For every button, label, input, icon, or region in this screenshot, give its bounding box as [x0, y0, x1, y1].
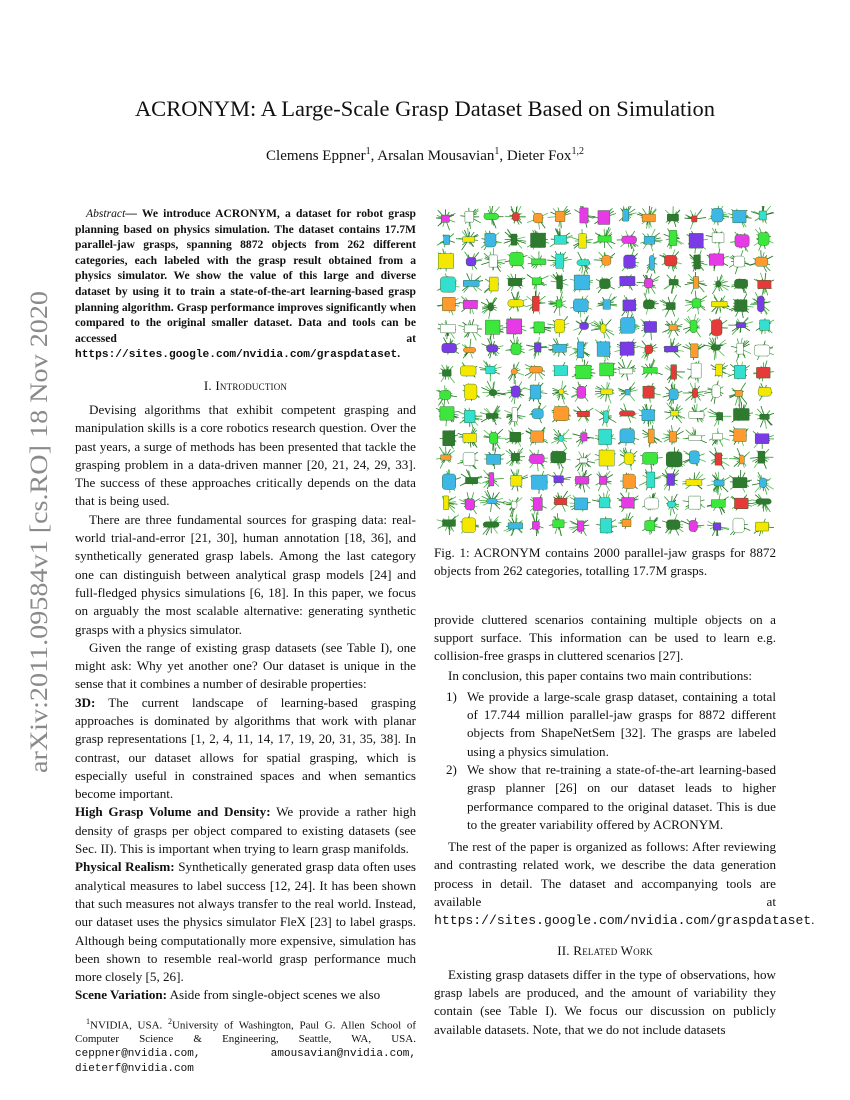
- grasp-object: [641, 359, 662, 379]
- grasp-object: [437, 515, 459, 535]
- grasp-object: [437, 297, 460, 315]
- grasp-object: [571, 382, 588, 402]
- footnote: $^1$NVIDIA, USA. $^2$University of Washington, Paul G. Allen School of Computer Science & Engineering, Seattle, WA, USA. ceppner@nvidia.com, amousavian@nvidia.com, dieterf@nvidia.com: [75, 1016, 417, 1075]
- grasp-object: [729, 294, 753, 318]
- section-heading-introduction: I. Introduction: [203, 377, 288, 393]
- grasp-object: [526, 337, 548, 359]
- grasp-object: [643, 293, 658, 315]
- grasp-object: [596, 517, 617, 534]
- grasp-object: [639, 404, 656, 427]
- grasp-object: [481, 248, 506, 272]
- grasp-object: [528, 450, 548, 472]
- figure-1-caption: Fig. 1: ACRONYM contains 2000 parallel-jaw grasps for 8872 objects from 262 categories, totalling 17.7M grasps.: [434, 545, 776, 579]
- grasp-object: [619, 447, 638, 470]
- grasp-object: [551, 429, 572, 449]
- grasp-object: [574, 470, 591, 492]
- grasp-object: [549, 513, 567, 536]
- grasp-object: [504, 514, 523, 536]
- grasp-object: [552, 362, 568, 376]
- property-item: 3D: The current landscape of learning-based grasping approaches is dominated by algorithms that work with planar grasp representations [1, 2, 4, 11, 14, 17, 19, 20, 31, 35, 38]. In contrast, our dataset allows for spatial grasping, which is especially useful in constrained spaces and when semantics become important.: [75, 694, 416, 802]
- grasp-object: [637, 274, 660, 295]
- grasp-object: [641, 319, 657, 339]
- grasp-object: [530, 494, 547, 515]
- grasp-object: [662, 425, 684, 444]
- grasp-object: [528, 251, 546, 268]
- grasp-object: [618, 274, 638, 290]
- abstract-text: We introduce ACRONYM, a dataset for robot grasp planning based on physics simulation. The dataset contains 17.7M parallel-jaw grasps, spanning 8872 objects from 262 different categories, each labeled with the grasp result obtained from a physics simulator. We show the value of this large and diverse dataset by using it to train a state-of-the-art learning-based grasp planning algorithm. Grasp performance improves significantly when compared to the original smaller dataset. Data and tools can be accessed at: [75, 207, 416, 345]
- figure-1-image: [436, 206, 774, 536]
- grasp-object: [573, 407, 593, 423]
- author-name: Dieter Fox: [506, 148, 572, 164]
- grasp-object: [506, 448, 525, 466]
- grasp-object: [662, 469, 679, 491]
- grasp-object: [749, 250, 773, 272]
- grasp-object: [508, 291, 527, 312]
- grasp-object: [483, 516, 502, 535]
- grasp-object: [731, 494, 753, 510]
- grasp-object: [660, 295, 677, 317]
- grasp-object: [619, 206, 637, 221]
- grasp-object: [460, 469, 482, 485]
- grasp-object: [437, 249, 454, 272]
- grasp-object: [481, 297, 497, 319]
- grasp-object: [482, 381, 506, 398]
- property-item: High Grasp Volume and Density: We provide a rather high density of grasps per object compared to existing datasets (see Sec. II). This is important when trying to learn grasp manifolds.: [75, 804, 416, 857]
- grasp-object: [527, 211, 548, 230]
- grasp-object: [526, 291, 545, 315]
- grasp-object: [530, 321, 551, 335]
- grasp-object: [687, 361, 701, 383]
- grasp-object: [436, 402, 459, 426]
- grasp-object: [437, 273, 459, 292]
- grasp-object: [481, 231, 502, 251]
- grasp-object: [754, 341, 774, 360]
- grasp-object: [527, 230, 549, 250]
- grasp-object: [597, 293, 618, 309]
- grasp-object: [622, 295, 637, 317]
- grasp-object: [547, 316, 569, 337]
- grasp-object: [574, 206, 595, 228]
- grasp-object: [664, 403, 685, 423]
- grasp-object: [689, 404, 707, 423]
- property-item: Scene Variation: Aside from single-object scenes we also: [75, 987, 381, 1003]
- section-heading-related-work: II. Related Work: [557, 942, 653, 958]
- grasp-object: [552, 405, 571, 422]
- grasp-object: [647, 253, 658, 273]
- grasp-object: [595, 429, 616, 449]
- grasp-object: [573, 316, 594, 335]
- grasp-object: [437, 234, 455, 248]
- author-affiliation: 1: [494, 146, 500, 157]
- grasp-object: [436, 385, 457, 405]
- grasp-object: [462, 339, 476, 359]
- grasp-object: [637, 206, 657, 229]
- grasp-object: [614, 359, 636, 380]
- grasp-object: [530, 513, 544, 536]
- grasp-object: [684, 209, 706, 229]
- grasp-object: [570, 295, 592, 317]
- grasp-object: [683, 496, 705, 510]
- grasp-object: [753, 361, 774, 382]
- grasp-object: [665, 206, 680, 227]
- grasp-object: [729, 250, 750, 274]
- grasp-object: [572, 360, 595, 379]
- grasp-object: [460, 362, 477, 377]
- footnote-emails: ceppner@nvidia.com, amousavian@nvidia.com, dieterf@nvidia.com: [75, 1047, 416, 1075]
- grasp-object: [504, 404, 525, 426]
- grasp-object: [665, 365, 685, 383]
- abstract: Abstract— We introduce ACRONYM, a dataset for robot grasp planning based on physics simulation. The dataset contains 17.7M parallel-jaw grasps, spanning 8872 objects from 262 different categories, each labeled with the grasp result obtained from a physics simulator. We show the value of this large and diverse dataset by using it to train a state-of-the-art learning-based grasp planning algorithm. Grasp performance improves significantly when compared to the original smaller dataset. Data and tools can be accessed at https://sites.google.com/nvidia.com/graspdataset.: [75, 207, 416, 362]
- grasp-object: [592, 491, 611, 509]
- grasp-object: [548, 206, 571, 229]
- body-paragraph: Existing grasp datasets differ in the type of observations, how grasp labels are produced, and the amount of variability they contain (see Table I). We focus our discussion on publicly available datasets. Note, that we do not include datasets: [434, 966, 776, 1037]
- grasp-object: [550, 228, 573, 246]
- grasp-object: [708, 409, 732, 426]
- grasp-object: [525, 365, 545, 382]
- grasp-object: [681, 518, 704, 532]
- grasp-object: [754, 228, 773, 251]
- grasp-object: [570, 495, 591, 511]
- grasp-object: [481, 336, 503, 358]
- grasp-object: [485, 320, 504, 339]
- grasp-object: [456, 228, 478, 250]
- grasp-object: [711, 294, 729, 314]
- grasp-object: [442, 496, 457, 513]
- grasp-object: [690, 250, 708, 271]
- arxiv-stamp: [10, 285, 60, 785]
- grasp-object: [662, 318, 682, 338]
- grasp-object: [642, 425, 662, 447]
- grasp-object: [683, 383, 708, 403]
- grasp-object: [458, 319, 481, 340]
- grasp-object: [505, 428, 524, 447]
- grasp-object: [548, 338, 572, 357]
- grasp-object: [530, 471, 548, 494]
- grasp-object: [617, 231, 639, 251]
- grasp-object: [591, 319, 614, 339]
- grasp-object: [547, 467, 571, 486]
- grasp-object: [617, 492, 638, 511]
- grasp-object: [458, 452, 479, 469]
- grasp-object: [659, 249, 681, 271]
- grasp-object: [707, 249, 729, 271]
- grasp-object: [459, 492, 480, 514]
- grasp-object: [618, 315, 639, 335]
- grasp-object: [664, 338, 684, 357]
- author-list: Clemens Eppner$^1$, Arsalan Mousavian$^1$, Dieter Fox$^{1,2}$: [266, 146, 584, 164]
- grasp-object: [704, 381, 723, 404]
- grasp-object: [442, 337, 460, 354]
- grasp-object: [754, 519, 774, 536]
- grasp-object: [758, 383, 772, 400]
- paper-title: ACRONYM: A Large-Scale Grasp Dataset Based on Simulation: [134, 96, 716, 121]
- grasp-object: [707, 521, 729, 536]
- grasp-object: [550, 449, 570, 469]
- grasp-object: [709, 317, 727, 341]
- grasp-object: [552, 381, 568, 404]
- grasp-object: [595, 340, 611, 361]
- grasp-object: [683, 427, 707, 443]
- author-name: Clemens Eppner: [266, 148, 366, 164]
- grasp-object: [436, 209, 455, 230]
- author-affiliation: 1,2: [571, 146, 584, 157]
- grasp-object: [438, 320, 456, 339]
- grasp-object: [685, 272, 707, 294]
- grasp-object: [751, 206, 774, 224]
- grasp-object: [484, 277, 499, 294]
- grasp-object: [502, 317, 527, 338]
- grasp-object: [596, 277, 615, 293]
- grasp-object: [755, 406, 774, 429]
- grasp-object: [569, 518, 589, 535]
- grasp-object: [712, 275, 729, 294]
- grasp-object: [529, 403, 546, 423]
- grasp-object: [751, 494, 771, 512]
- grasp-object: [592, 208, 616, 224]
- grasp-object: [682, 472, 705, 489]
- grasp-object: [436, 446, 455, 468]
- grasp-object: [640, 229, 662, 251]
- grasp-object: [637, 341, 657, 361]
- grasp-object: [664, 229, 684, 250]
- grasp-object: [728, 209, 751, 228]
- grasp-objects-collage: [436, 206, 774, 536]
- grasp-object: [547, 251, 571, 272]
- grasp-object: [728, 360, 750, 380]
- grasp-object: [664, 275, 681, 294]
- grasp-object: [731, 278, 748, 293]
- grasp-object: [620, 473, 638, 493]
- grasp-object: [639, 468, 662, 490]
- author-affiliation: 1: [365, 146, 371, 157]
- grasp-object: [570, 270, 593, 292]
- grasp-object: [480, 405, 501, 425]
- property-label: High Grasp Volume and Density:: [75, 804, 271, 820]
- grasp-object: [622, 250, 639, 272]
- grasp-object: [682, 451, 705, 466]
- grasp-object: [595, 405, 616, 427]
- grasp-object: [483, 429, 505, 451]
- property-label: Physical Realism:: [75, 859, 175, 875]
- grasp-object: [730, 518, 750, 535]
- grasp-object: [510, 469, 528, 491]
- grasp-object: [728, 317, 753, 335]
- arxiv-id: arXiv:2011.09584v1 [cs.RO] 18 Nov 2020: [24, 336, 53, 773]
- property-label: 3D:: [75, 694, 96, 710]
- grasp-object: [479, 361, 501, 382]
- grasp-object: [729, 427, 748, 447]
- grasp-object: [729, 448, 749, 468]
- grasp-object: [707, 472, 730, 495]
- grasp-object: [754, 273, 774, 297]
- property-item: Physical Realism: Synthetically generated grasp data often uses analytical measures to label success [12, 24]. It has been shown that such measures not always transfer to the real world. Instead, our dataset uses the physics simulator FleX [23] to label grasps. Although being computationally more expensive, simulation has been shown to resemble real-world grasp performance much more closely [5, 26].: [75, 859, 416, 985]
- grasp-object: [666, 447, 685, 469]
- contribution-list: [434, 688, 776, 834]
- grasp-object: [595, 382, 614, 404]
- grasp-object: [642, 517, 661, 535]
- grasp-object: [505, 337, 524, 356]
- grasp-object: [618, 382, 638, 401]
- grasp-object: [458, 427, 477, 447]
- grasp-object: [465, 252, 483, 270]
- grasp-object: [526, 427, 548, 446]
- right-column: [434, 206, 815, 1039]
- grasp-object: [575, 451, 595, 471]
- grasp-object: [683, 342, 706, 359]
- grasp-object: [460, 208, 480, 229]
- grasp-object: [479, 490, 504, 512]
- grasp-object: [729, 383, 747, 407]
- grasp-object: [508, 362, 524, 384]
- grasp-object: [753, 431, 774, 449]
- grasp-object: [618, 427, 639, 446]
- grasp-object: [642, 493, 659, 511]
- dataset-url: https://sites.google.com/nvidia.com/graspdataset: [434, 913, 812, 929]
- grasp-object: [504, 229, 527, 249]
- grasp-object: [750, 292, 770, 315]
- grasp-object: [551, 491, 571, 512]
- grasp-object: [505, 206, 526, 225]
- grasp-object: [683, 314, 701, 337]
- grasp-object: [596, 471, 613, 491]
- grasp-object: [484, 448, 504, 469]
- grasp-object: [594, 252, 615, 268]
- grasp-object: [706, 228, 724, 250]
- grasp-object: [459, 296, 478, 314]
- grasp-object: [503, 497, 522, 517]
- grasp-object: [484, 206, 504, 228]
- grasp-object: [439, 365, 455, 383]
- contribution-item: 1) We provide a large-scale grasp dataset, containing a total of 17.744 million parallel-jaw grasps for 8872 different objects from ShapeNetSem [32]. The grasps are labeled using a physics simulation.: [446, 688, 776, 759]
- grasp-object: [663, 382, 683, 406]
- grasp-object: [462, 273, 483, 292]
- intro-paragraph: There are three fundamental sources for grasping data: real-world trial-and-error [21, 30], human annotation [18, 36], and synthetically generated grasp labels. Among the last category one can distinguish between analytical grasp models [24] and full-fledged physics simulations [6, 18]. In this paper, we focus on arguably the most scalable alternative: generating synthetic grasps with a physics simulator.: [75, 511, 416, 637]
- grasp-object: [505, 251, 528, 270]
- grasp-object: [442, 469, 460, 493]
- contribution-item: 2) We show that re-training a state-of-the-art learning-based grasp planner [26] on our dataset leads to higher performance compared to the original dataset. This is due to the greater variability offered by ACRONYM.: [446, 761, 776, 832]
- grasp-object: [685, 291, 707, 315]
- grasp-object: [708, 206, 729, 225]
- intro-paragraph: Given the range of existing grasp datasets (see Table I), one might ask: Why yet another one? Our dataset is unique in the sense that it combines a number of desirable properties:: [75, 639, 416, 692]
- grasp-object: [640, 452, 663, 469]
- grasp-object: [463, 383, 480, 401]
- grasp-object: [619, 403, 638, 422]
- grasp-object: [687, 231, 708, 253]
- left-column: [75, 206, 416, 1077]
- grasp-object: [507, 274, 526, 291]
- grasp-object: [482, 470, 504, 489]
- grasp-object: [709, 428, 730, 446]
- grasp-object: [707, 493, 729, 514]
- grasp-object: [703, 338, 726, 360]
- grasp-object: [662, 514, 683, 536]
- body-paragraph: The rest of the paper is organized as follows: After reviewing and contrasting related work, we describe the data generation process in detail. The dataset and accompanying tools are available at https://sites.google.com/nvidia.com/graspdataset.: [434, 839, 815, 929]
- grasp-object: [595, 449, 616, 470]
- grasp-object: [577, 252, 591, 274]
- body-paragraph: provide cluttered scenarios containing multiple objects on a support surface. This information can be used to learn e.g. collision-free grasps in cluttered scenarios [27].: [434, 611, 776, 664]
- grasp-object: [642, 383, 661, 403]
- author-name: Arsalan Mousavian: [377, 148, 495, 164]
- grasp-object: [573, 429, 595, 447]
- grasp-object: [440, 430, 458, 449]
- intro-paragraph: Devising algorithms that exhibit competent grasping and manipulation skills is a core robotics research question. Over the past years, a surge of methods has been presented that tackle the grasping problem in a data-driven manner [20, 21, 24, 29, 33]. The success of these approaches critically depends on the data that is being used.: [75, 401, 416, 509]
- grasp-object: [548, 292, 567, 316]
- grasp-object: [459, 408, 482, 429]
- grasp-object: [572, 229, 593, 248]
- grasp-object: [550, 272, 568, 293]
- grasp-object: [618, 512, 633, 529]
- grasp-object: [664, 494, 679, 516]
- abstract-url: https://sites.google.com/nvidia.com/graspdataset: [75, 349, 398, 362]
- grasp-object: [709, 448, 729, 470]
- abstract-label: Abstract: [86, 207, 126, 220]
- grasp-object: [711, 363, 731, 378]
- grasp-object: [731, 338, 751, 360]
- grasp-object: [460, 513, 478, 533]
- grasp-object: [593, 227, 616, 249]
- grasp-object: [527, 275, 549, 293]
- grasp-object: [752, 472, 774, 494]
- grasp-object: [730, 232, 749, 252]
- grasp-object: [756, 318, 774, 334]
- grasp-object: [750, 449, 773, 469]
- body-paragraph: In conclusion, this paper contains two main contributions:: [448, 668, 753, 684]
- grasp-object: [524, 382, 547, 404]
- property-label: Scene Variation:: [75, 987, 168, 1003]
- grasp-object: [600, 360, 617, 379]
- grasp-object: [569, 337, 589, 362]
- grasp-object: [615, 339, 639, 359]
- grasp-object: [729, 470, 752, 493]
- grasp-object: [732, 402, 753, 423]
